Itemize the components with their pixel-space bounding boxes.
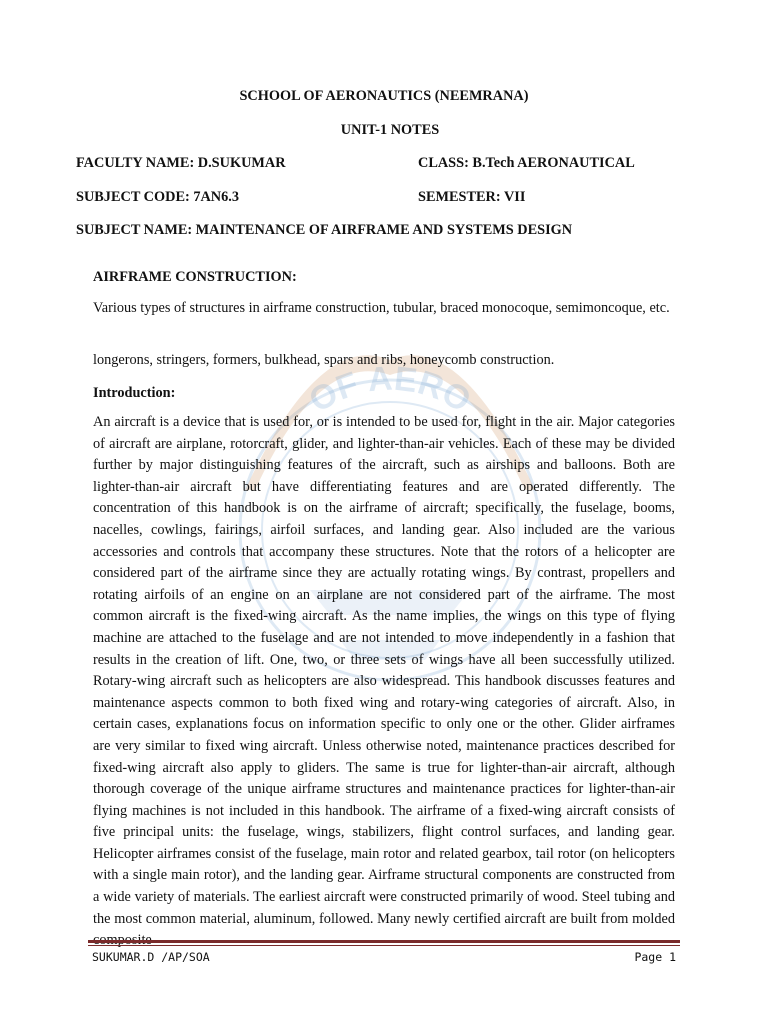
subject-semester-row [76,188,526,206]
page-number: Page 1 [634,950,676,964]
introduction-paragraph: An aircraft is a device that is used for, or is intended to be used for, flight in the air. Major categories of aircraft are airplane, rotorcraft, glider, and lighter-than-air vehicles. Each of these may be divided further by major distinguishing features of the aircraft, such as airships and balloons. Both are lighter-than-air aircraft but have differentiating features and are operated differently. The concentration of this handbook is on the airframe of aircraft; specifically, the fuselage, booms, nacelles, cowlings, fairings, airfoil surfaces, and landing gear. Also included are the various accessories and controls that accompany these structures. Note that the rotors of a helicopter are considered part of the airframe since they are actually rotating wings. By contrast, propellers and rotating airfoils of an engine on an airplane are not considered part of the airframe. The most common aircraft is the fixed-wing aircraft. As the name implies, the wings on this type of flying machine are attached to the fuselage and are not intended to move independently in a fashion that results in the creation of lift. One, two, or three sets of wings have all been successfully utilized. Rotary-wing aircraft such as helicopters are also widespread. This handbook discusses features and maintenance aspects common to both fixed wing and rotary-wing categories of aircraft. Also, in certain cases, explanations focus on information specific to only one or the other. Glider airframes are very similar to fixed wing aircraft. Unless otherwise noted, maintenance practices described for fixed-wing aircraft also apply to gliders. The same is true for lighter-than-air aircraft, although thorough coverage of the unique airframe structures and maintenance practices for lighter-than-air flying machines is not included in this handbook. The airframe of a fixed-wing aircraft consists of five principal units: the fuselage, wings, stabilizers, flight control surfaces, and landing gear. Helicopter airframes consist of the fuselage, main rotor and related gearbox, tail rotor (on helicopters with a single main rotor), and the landing gear. Airframe structural components are constructed from a wide variety of materials. The earliest aircraft were constructed primarily of wood. Steel tubing and the most common material, aluminum, followed. Many newly certified aircraft are built from molded composite [93,414,675,949]
seal-text: OF AERO [302,359,478,421]
school-title: SCHOOL OF AERONAUTICS (NEEMRANA) [239,88,529,104]
faculty-class-row [76,154,635,172]
class-name: CLASS: B.Tech AERONAUTICAL [418,155,635,171]
subject-name: SUBJECT NAME: MAINTENANCE OF AIRFRAME AND SYSTEMS DESIGN [76,222,573,238]
page-footer [92,950,676,964]
section-heading: AIRFRAME CONSTRUCTION: [93,269,297,285]
faculty-name: FACULTY NAME: D.SUKUMAR [76,155,286,171]
semester: SEMESTER: VII [418,189,526,205]
footer-author: SUKUMAR.D /AP/SOA [92,950,210,964]
intro-paragraph-1: Various types of structures in airframe construction, tubular, braced monocoque, semimoncoque, etc. [93,300,670,316]
footer-rule [88,940,680,943]
introduction-heading: Introduction: [93,385,176,401]
intro-paragraph-2: longerons, stringers, formers, bulkhead, spars and ribs, honeycomb construction. [93,352,555,368]
footer-rule-thin [88,945,680,946]
unit-title: UNIT-1 NOTES [340,122,440,138]
subject-code: SUBJECT CODE: 7AN6.3 [76,189,239,205]
